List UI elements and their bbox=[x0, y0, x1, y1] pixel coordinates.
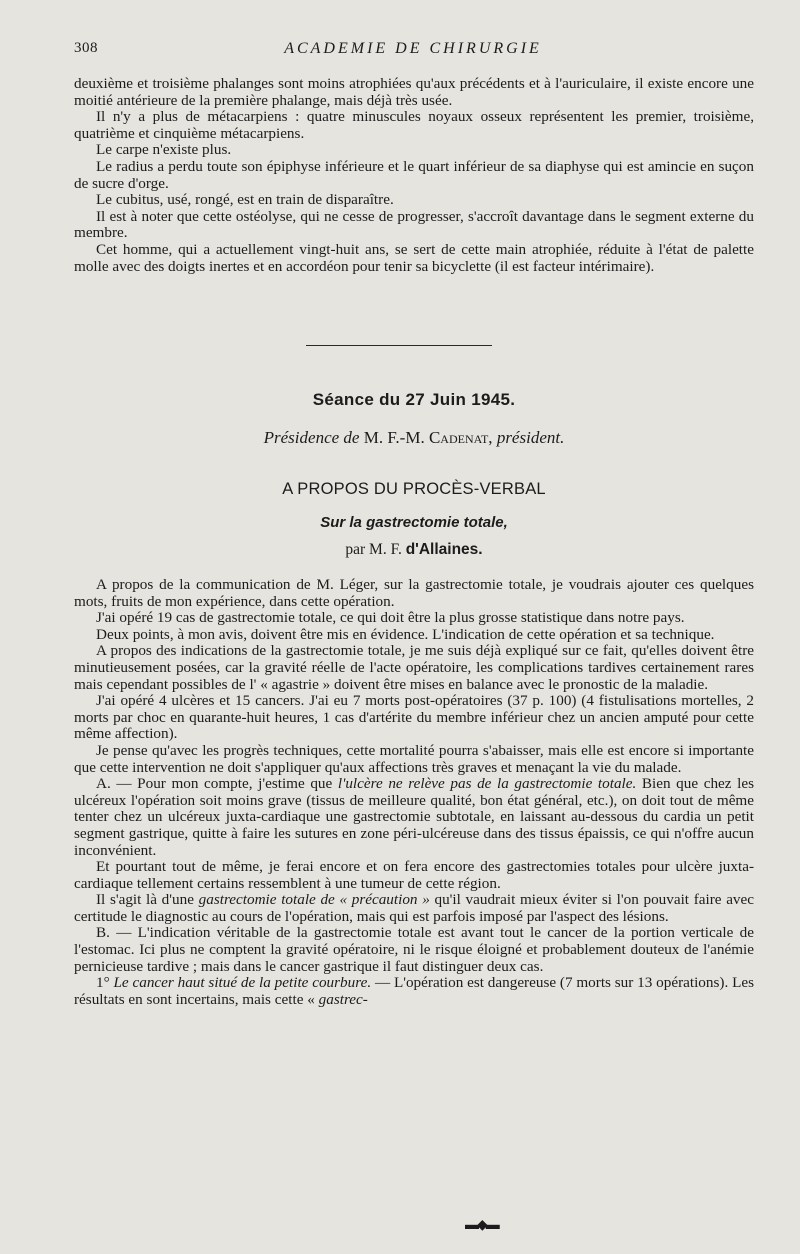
byline-prefix: par M. F. bbox=[345, 541, 402, 558]
paragraph: Il est à noter que cette ostéolyse, qui ne cesse de progresser, s'accroît davantage dans le segment externe du membre. bbox=[74, 207, 754, 242]
emphasis: gastrec- bbox=[318, 990, 368, 1008]
paragraph: J'ai opéré 19 cas de gastrectomie totale, ce qui doit être la plus grosse statistique dans notre pays. bbox=[96, 609, 685, 627]
paragraph: B. — L'indication véritable de la gastrectomie totale est avant tout le cancer de la portion verticale de l'estomac. Ici plus ne comptent la gravité opératoire, ni le risque éloigné et probablement douteux de l'anémie pernicieuse tardive ; mais dans le cancer gastrique il faut distinguer deux cas. bbox=[74, 924, 754, 975]
running-title: ACADEMIE DE CHIRURGIE bbox=[284, 40, 542, 57]
text-run: Bien que chez les ulcéreux l'opération soit moins grave (tissus de meilleure qualité, bon état général, etc.), on doit tout de même tenter chez un ulcéreux juxta-cardiaque une gastrectomie subtotale, en laissant au-dessous du cardia un petit segment gastrique, quitte à faire les sutures en zone péri-ulcéreuse dans des tissus épaissis, ce qui n'offre aucun inconvénient. bbox=[74, 775, 754, 859]
paragraph: A propos de la communication de M. Léger, sur la gastrectomie totale, je voudrais ajouter ces quelques mots, fruits de mon expérience, dans cette opération. bbox=[74, 576, 754, 610]
text-run: 1° bbox=[96, 974, 114, 992]
emphasis: Le cancer haut situé de la petite courbure. bbox=[113, 974, 372, 992]
text-run: — L'opération est dangereuse (7 morts sur 13 opérations). Les résultats en sont incertains, mais cette « bbox=[74, 974, 754, 1008]
text-run: qu'il vaudrait mieux éviter si l'on pouvait faire avec certitude le diagnostic au cours de l'opération, mais qui est parfois imposé par l'aspect des lésions. bbox=[74, 891, 755, 925]
paragraph: Le carpe n'existe plus. bbox=[96, 141, 232, 159]
page-header bbox=[74, 40, 752, 64]
page-number: 308 bbox=[74, 40, 98, 56]
article-title: Sur la gastrectomie totale, bbox=[320, 514, 508, 531]
paragraph bbox=[74, 776, 754, 859]
session-title: Séance du 27 Juin 1945. bbox=[312, 390, 516, 409]
president-name: Cadenat, bbox=[428, 428, 493, 447]
paragraph: Je pense qu'avec les progrès techniques, cette mortalité pourra s'abaisser, mais elle est encore si importante que cette intervention ne doit s'appliquer qu'aux affections très graves et menaçant la vie du malade. bbox=[74, 741, 754, 776]
paragraph bbox=[74, 892, 754, 925]
paragraph: deuxième et troisième phalanges sont moins atrophiées qu'aux précédents et à l'auriculaire, il existe encore une moitié antérieure de la première phalange, mais déjà très usée. bbox=[74, 75, 754, 109]
text-run: A. — Pour mon compte, j'estime que bbox=[96, 775, 338, 793]
text-run: Il s'agit là d'une bbox=[96, 891, 199, 909]
paragraph: Le radius a perdu toute son épiphyse inférieure et le quart inférieur de sa diaphyse qui est amincie en suçon de sucre d'orge. bbox=[74, 157, 754, 192]
previous-article-ending bbox=[74, 76, 754, 275]
president-role: président. bbox=[496, 428, 565, 447]
presidency-prefix: Présidence de bbox=[263, 428, 360, 447]
paragraph: Le cubitus, usé, rongé, est en train de disparaître. bbox=[96, 191, 394, 209]
paragraph: Il n'y a plus de métacarpiens : quatre minuscules noyaux osseux représentent les premier, troisième, quatrième et cinquième métacarpiens. bbox=[74, 108, 754, 142]
presidency-line bbox=[74, 428, 754, 448]
byline-author: d'Allaines. bbox=[405, 541, 483, 558]
emphasis: l'ulcère ne relève pas de la gastrectomie totale. bbox=[337, 775, 637, 793]
paragraph: A propos des indications de la gastrectomie totale, je me suis déjà expliqué sur ce fait, qu'elles doivent être minutieusement posées, car la gravité réelle de l'acte opératoire, les complications tardives certainement rares mais cependant possibles de l' « agastrie » doivent être mises en balance avec le pronostic de la maladie. bbox=[74, 642, 754, 693]
paragraph: Cet homme, qui a actuellement vingt-huit ans, se sert de cette main atrophiée, réduite à l'état de palette molle avec des doigts inertes et en accordéon pour tenir sa bicyclette (il est facteur intérimaire). bbox=[74, 240, 754, 275]
paragraph: Deux points, à mon avis, doivent être mis en évidence. L'indication de cette opération et sa technique. bbox=[96, 625, 715, 643]
article-body bbox=[74, 577, 754, 1008]
paragraph: Et pourtant tout de même, je ferai encore et on fera encore des gastrectomies totales pour ulcère juxta-cardiaque tellement certains ressemblent à une tumeur de cette région. bbox=[74, 858, 754, 892]
paragraph bbox=[74, 975, 754, 1008]
emphasis: gastrectomie totale de « précaution » bbox=[198, 891, 430, 909]
printer-ornament: ▬◆▬ bbox=[465, 1218, 498, 1233]
section-divider bbox=[306, 345, 492, 346]
paragraph: J'ai opéré 4 ulcères et 15 cancers. J'ai eu 7 morts post-opératoires (37 p. 100) (4 fistulisations mortelles, 2 morts par choc en quarante-huit heures, 1 cas d'artérite du membre inférieur chez un ancien amputé pour cette même affection). bbox=[74, 692, 754, 743]
president-initials: M. F.-M. bbox=[363, 428, 425, 447]
section-heading: A PROPOS DU PROCÈS-VERBAL bbox=[282, 480, 546, 498]
byline bbox=[74, 541, 754, 559]
